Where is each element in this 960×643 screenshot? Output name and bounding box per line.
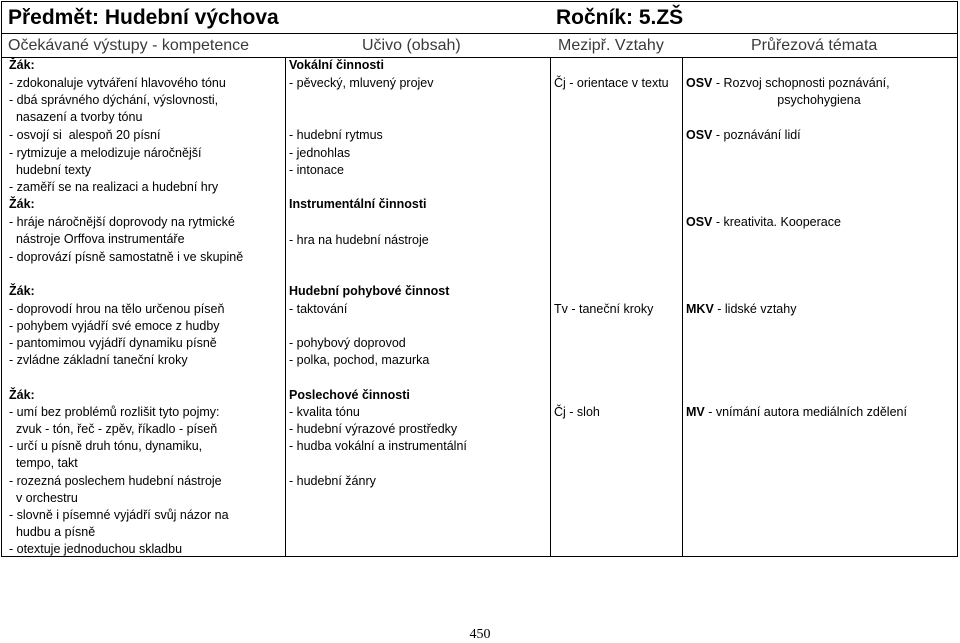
outcome-item: - pantomimou vyjádří dynamiku písně: [9, 336, 217, 350]
content-item: - pěvecký, mluvený projev: [289, 76, 434, 90]
outcome-item: - doprovodí hrou na tělo určenou píseň: [9, 302, 225, 316]
title-row: [1, 1, 958, 33]
header-relations: Mezipř. Vztahy: [558, 37, 664, 54]
outcome-item: v orchestru: [9, 491, 78, 505]
header-outcomes: Očekávané výstupy - kompetence: [8, 37, 250, 54]
page-number: 450: [469, 627, 491, 642]
outcome-item: - slovně i písemné vyjádří svůj názor na: [9, 508, 229, 522]
grade-title: Ročník: 5.ZŠ: [556, 6, 684, 29]
theme-code: OSV: [686, 76, 713, 90]
outcome-item: - pohybem vyjádří své emoce z hudby: [9, 319, 220, 333]
outcome-item: nasazení a tvorby tónu: [9, 110, 143, 124]
content-item: - hudební rytmus: [289, 128, 383, 142]
outcome-item: - zvládne základní taneční kroky: [9, 353, 188, 367]
content-item: - hudební žánry: [289, 474, 376, 488]
outcome-item: - určí u písně druh tónu, dynamiku,: [9, 439, 203, 453]
content-item: - polka, pochod, mazurka: [289, 353, 430, 367]
theme-item-continuation: psychohygiena: [777, 93, 861, 107]
relation-item: Čj - sloh: [554, 405, 600, 419]
relation-item: Tv - taneční kroky: [554, 302, 654, 316]
outcome-item: hudební texty: [9, 163, 92, 177]
outcome-item: hudbu a písně: [9, 525, 96, 539]
theme-code: OSV: [686, 128, 713, 142]
theme-item: [686, 301, 796, 318]
content-item: - hudební výrazové prostředky: [289, 422, 458, 436]
content-item: - jednohlas: [289, 146, 351, 160]
theme-code: MKV: [686, 302, 714, 316]
content-item: - taktování: [289, 302, 348, 316]
pupil-label: Žák:: [9, 197, 35, 211]
content-item: - pohybový doprovod: [289, 336, 406, 350]
curriculum-table: [1, 57, 958, 557]
outcome-item: - umí bez problémů rozlišit tyto pojmy:: [9, 405, 220, 419]
content-item: - kvalita tónu: [289, 405, 360, 419]
column-header-row: [1, 33, 958, 58]
content-item: - hra na hudební nástroje: [289, 233, 429, 247]
theme-text: - kreativita. Kooperace: [712, 215, 841, 229]
pupil-label: Žák:: [9, 284, 35, 298]
theme-text: - vnímání autora mediálních zdělení: [704, 405, 907, 419]
subject-title: Předmět: Hudební výchova: [8, 6, 279, 29]
theme-item: [686, 75, 890, 92]
content-item: - hudba vokální a instrumentální: [289, 439, 467, 453]
outcome-item: - zdokonaluje vytváření hlavového tónu: [9, 76, 226, 90]
theme-item: [686, 404, 907, 421]
column-divider: [285, 57, 286, 557]
header-themes: Průřezová témata: [751, 37, 878, 54]
theme-item: [686, 127, 801, 144]
outcome-item: - osvojí si alespoň 20 písní: [9, 128, 161, 142]
outcome-item: - doprovází písně samostatně i ve skupině: [9, 250, 244, 264]
content-heading: Instrumentální činnosti: [289, 197, 427, 211]
outcome-item: tempo, takt: [9, 456, 78, 470]
content-item: - intonace: [289, 163, 344, 177]
outcome-item: - dbá správného dýchání, výslovnosti,: [9, 93, 219, 107]
theme-item: [686, 214, 841, 231]
content-heading: Vokální činnosti: [289, 58, 384, 72]
column-divider: [682, 57, 683, 557]
outcome-item: nástroje Orffova instrumentáře: [9, 232, 185, 246]
outcome-item: - otextuje jednoduchou skladbu: [9, 542, 183, 556]
content-heading: Poslechové činnosti: [289, 388, 410, 402]
outcome-item: - rozezná poslechem hudební nástroje: [9, 474, 222, 488]
theme-text: - lidské vztahy: [713, 302, 797, 316]
content-heading: Hudební pohybové činnost: [289, 284, 450, 298]
pupil-label: Žák:: [9, 58, 35, 72]
theme-code: OSV: [686, 215, 713, 229]
outcome-item: - hráje náročnější doprovody na rytmické: [9, 215, 235, 229]
column-divider: [550, 57, 551, 557]
outcome-item: zvuk - tón, řeč - zpěv, říkadlo - píseň: [9, 422, 218, 436]
theme-text: - poznávání lidí: [712, 128, 801, 142]
theme-code: MV: [686, 405, 705, 419]
pupil-label: Žák:: [9, 388, 35, 402]
outcome-item: - rytmizuje a melodizuje náročnější: [9, 146, 202, 160]
outcome-item: - zaměří se na realizaci a hudební hry: [9, 180, 219, 194]
relation-item: Čj - orientace v textu: [554, 76, 669, 90]
header-content: Učivo (obsah): [362, 37, 461, 54]
theme-text: - Rozvoj schopnosti poznávání,: [712, 76, 890, 90]
